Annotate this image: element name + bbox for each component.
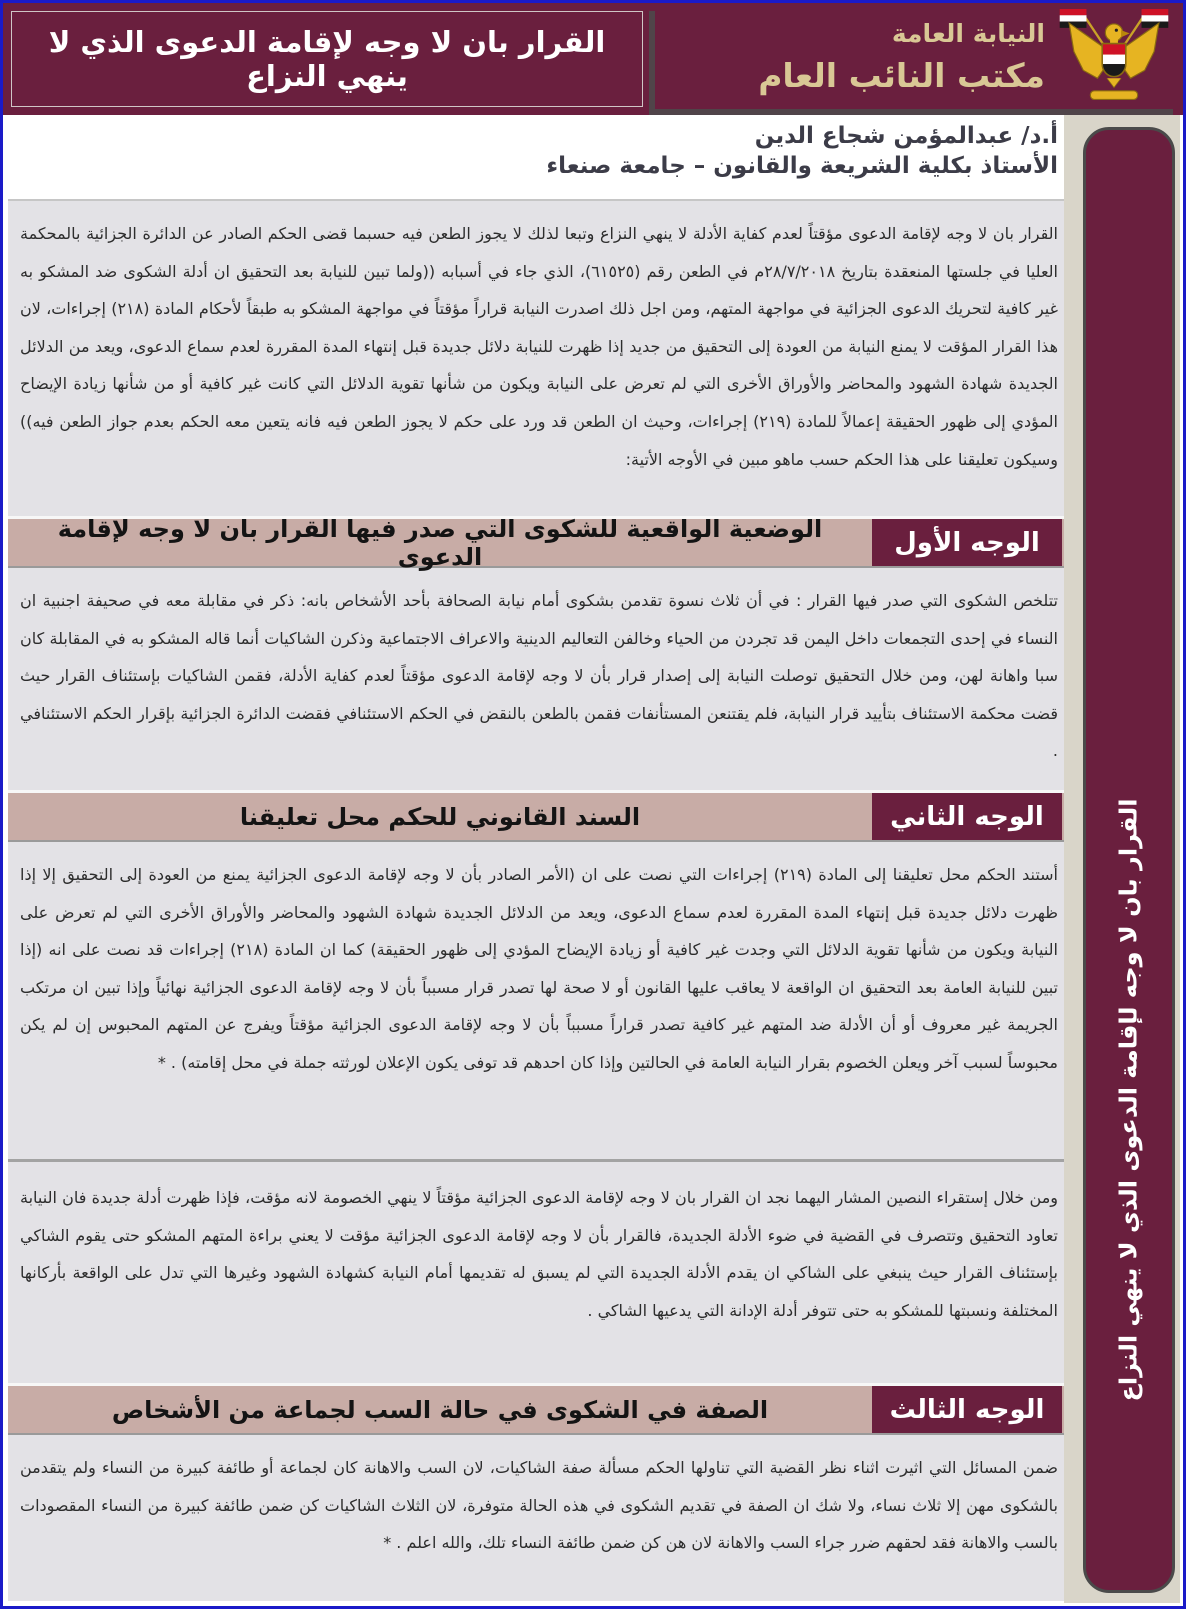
section-badge-3: الوجه الثالث	[872, 1386, 1062, 1433]
banner-title-box	[11, 11, 643, 107]
article-body	[8, 201, 1070, 1601]
sidebar-title-bar	[1083, 127, 1175, 1593]
section-body-1: تتلخص الشكوى التي صدر فيها القرار : في أن ثلاث نسوة تقدمن بشكوى أمام نيابة الصحافة بأحد الأشخاص بانه: ذكر في مقابلة معه في صحيفة اجنبية ان النساء في إحدى التجمعات داخل اليمن قد تجردن من الحياء وخالفن التعاليم الدينية والاعراف الاجتماعية وذكرن الشاكيات أنما قاله المشكو به في المقابلة كان سبا واهانة لهن، ومن خلال التحقيق توصلت النيابة إلى إصدار قرار بأن لا وجه لإقامة الدعوى مؤقتاً لعدم كفاية الأدلة، فقمن الشاكيات بإستئناف القرار حيث قضت محكمة الاستئناف بتأييد قرار النيابة، فلم يقتنعن المستأنفات فقمن بالطعن بالنقض في الحكم الاستئنافي فقضت الدائرة الجزائية بإقرار الحكم الاستئنافي .	[20, 591, 1058, 761]
content-column	[8, 115, 1070, 1601]
section-badge-1: الوجه الأول	[872, 519, 1062, 566]
office-name: مكتب النائب العام	[758, 56, 1045, 95]
divider	[8, 1159, 1070, 1162]
author-name: أ.د/ عبدالمؤمن شجاع الدين	[754, 123, 1058, 149]
section-title-3: الصفة في الشكوى في حالة السب لجماعة من الأشخاص	[111, 1395, 769, 1424]
section-header-1	[8, 514, 1070, 571]
section-body-2: أستند الحكم محل تعليقنا إلى المادة (٢١٩) إجراءات التي نصت على ان (الأمر الصادر بأن لا وجه لإقامة الدعوى الجزائية يمنع من العودة إلى التحقيق إلا إذا ظهرت دلائل جديدة قبل إنتهاء المدة المقررة لعدم سماع الدعوى، ويعد من الدلائل الجديدة شهادة الشهود والمحاضر والأوراق الأخرى التي لم تعرض على النيابة ويكون من شأنها تقوية الدلائل التي وجدت غير كافية أو زيادة الإيضاح المؤدي إلى ظهور الحقيقة) كما ان المادة (٢١٨) إجراءات قد نصت على انه (إذا تبين للنيابة العامة بعد التحقيق ان الواقعة لا يعاقب عليها القانون أو لا صحة لها تصدر قرار مسبباً بأن لا وجه لإقامة الدعوى الجزائية نهائياً وإذا تبين ان مرتكب الجريمة غير معروف أو أن الأدلة ضد المتهم غير كافية تصدر قراراً مسبباً بأن لا وجه لإقامة الدعوى الجزائية مؤقتاً ويفرج عن المتهم المحبوس إن لم يكن محبوساً لسبب آخر ويعلن الخصوم بقرار النيابة العامة في الحالتين وإذا كان احدهم قد توفى يكون الإعلان لورثته جملة في محل إقامته) . *	[20, 865, 1058, 1072]
section-badge-2: الوجه الثاني	[872, 793, 1062, 840]
section-body-3: ضمن المسائل التي اثيرت اثناء نظر القضية التي تناولها الحكم مسألة صفة الشاكيات، لان السب والاهانة كان لجماعة أو طائفة كبيرة من النساء ولم يتقدمن بالشكوى مهن إلا ثلاث نساء، ولا شك ان الصفة في تقديم الشكوى في هذه الحالة متوفرة، لان الثلاث الشاكيات كن ضمن طائفة كبيرة من النساء المقصودات بالسب والاهانة فقد لحقهم ضرر جراء السب والاهانة لان هن كن ضمن طائفة النساء تلك، والله اعلم . *	[20, 1458, 1058, 1553]
sidebar-strip	[1064, 115, 1180, 1603]
section-header-2	[8, 790, 1070, 842]
section-title-2: السند القانوني للحكم محل تعليقنا	[239, 802, 641, 831]
intro-paragraph: القرار بان لا وجه لإقامة الدعوى مؤقتاً لعدم كفاية الأدلة لا ينهي النزاع وتبعا لذلك لا يجوز الطعن فيه حسبما قضى الحكم الصادر عن الدائرة الجزائية بالمحكمة العليا في جلستها المنعقدة بتاريخ ٢٨/٧/٢٠١٨م في الطعن رقم (٦١٥٢٥)، الذي جاء في أسبابه ((ولما تبين للنيابة بعد التحقيق ان أدلة الشكوى ضد المشكو به غير كافية لتحريك الدعوى الجزائية في مواجهة المتهم، ومن اجل ذلك اصدرت النيابة قراراً مؤقتاً في مواجهة المشكو به طبقاً لأحكام المادة (٢١٨) إجراءات، لان هذا القرار المؤقت لا يمنع النيابة من العودة إلى التحقيق من جديد إذا ظهرت للنيابة دلائل جديدة قبل إنتهاء المدة المقررة لعدم سماع الدعوى، ويعد من الدلائل الجديدة شهادة الشهود والمحاضر والأوراق الأخرى التي لم تعرض على النيابة ويكون من شأنها تقوية الدلائل التي كانت غير كافية أو من شأنها زيادة الإيضاح المؤدي إلى ظهور الحقيقة إعمالاً للمادة (٢١٩) إجراءات، وحيث ان الطعن قد ورد على حكم لا يجوز الطعن فيه فانه يتعين معه الحكم بعدم جواز الطعن فيه)) وسيكون تعليقنا على هذا الحكم حسب ماهو مبين في الأوجه الأتية:	[20, 224, 1059, 469]
banner-title: القرار بان لا وجه لإقامة الدعوى الذي لا ينهي النزاع	[48, 25, 606, 93]
header-banner	[3, 3, 1183, 115]
yemen-coat-of-arms-emblem	[1055, 5, 1173, 109]
author-block	[8, 115, 1070, 201]
section-comment-2: ومن خلال إستقراء النصين المشار اليهما نجد ان القرار بان لا وجه لإقامة الدعوى الجزائية مؤقتاً لا ينهي الخصومة لانه مؤقت، فإذا ظهرت أدلة جديدة فان النيابة تعاود التحقيق وتتصرف في القضية في ضوء الأدلة الجديدة، فالقرار بأن لا وجه لإقامة الدعوى الجزائية مؤقت لا يعني براءة المتهم المشكو حتى يقوم الشاكي بإستئناف القرار حيث ينبغي على الشاكي ان يقدم الأدلة الجديدة التي لم يسبق له تقديمها أمام النيابة كشهادة الشهود وغيرها التي تدل على الواقعة بأركانها المختلفة ونسبتها للمشكو به حتى تتوفر أدلة الإدانة التي يدعيها الشاكي .	[20, 1188, 1058, 1320]
section-header-3	[8, 1383, 1070, 1435]
author-affiliation: الأستاذ بكلية الشريعة والقانون – جامعة صنعاء	[546, 153, 1058, 179]
org-panel	[655, 5, 1179, 109]
org-name: النيابة العامة	[891, 19, 1045, 48]
org-text-block	[669, 19, 1045, 95]
section-title-1: الوضعية الواقعية للشكوى التي صدر فيها القرار بان لا وجه لإقامة الدعوى	[57, 514, 823, 571]
sidebar-vertical-title: القرار بان لا وجه لإقامة الدعوى الذي لا ينهي النزاع	[1115, 798, 1143, 1402]
